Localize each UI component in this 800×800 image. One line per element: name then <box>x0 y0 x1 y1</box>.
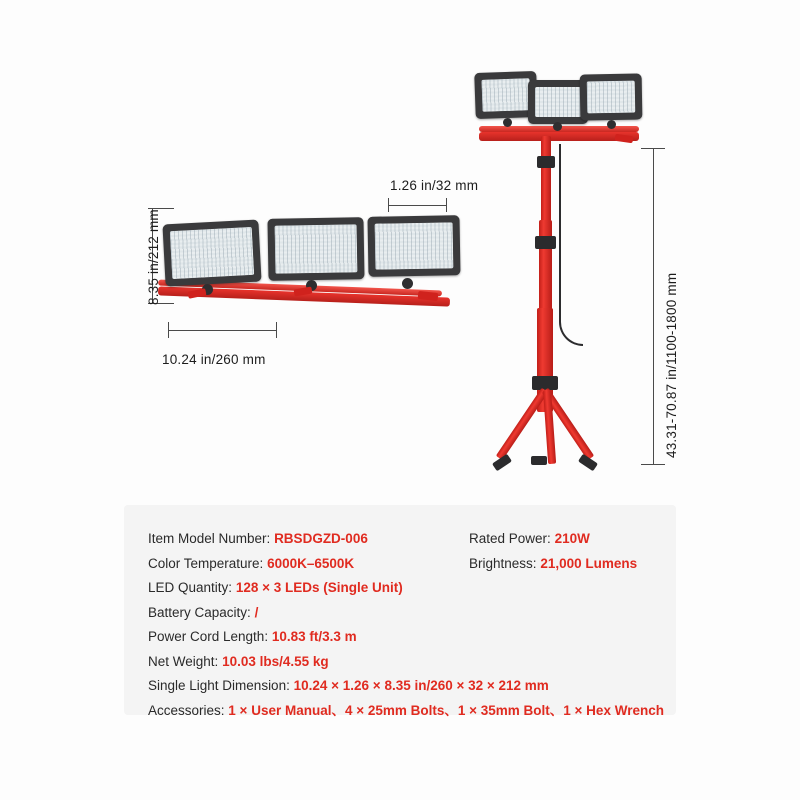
spec-label: Accessories: <box>148 702 225 718</box>
tripod-foot-center <box>531 456 547 465</box>
stand-led-glass-left <box>481 78 530 112</box>
led-glass-left <box>170 227 254 279</box>
telescoping-pole-upper <box>541 136 551 222</box>
spec-label: Brightness: <box>469 555 537 571</box>
depth-guide-tick-right <box>446 198 447 212</box>
stand-hinge-left <box>503 118 512 127</box>
depth-dimension-label: 1.26 in/32 mm <box>390 178 479 193</box>
spec-label: Rated Power: <box>469 531 551 546</box>
spec-label: Power Cord Length: <box>148 629 269 644</box>
spec-value: 1 × User Manual、4 × 25mm Bolts、1 × 35mm Bolt、1 × Hex Wrench <box>228 702 664 718</box>
spec-value: 128 × 3 LEDs (Single Unit) <box>235 580 403 595</box>
spec-value: 6000K–6500K <box>267 555 355 571</box>
pole-clamp-lower <box>532 376 558 390</box>
led-glass-right <box>375 222 454 269</box>
stand-hinge-middle <box>553 122 562 131</box>
spec-value: 10.83 ft/3.3 m <box>271 629 357 644</box>
spec-row <box>148 674 664 699</box>
power-cord <box>559 144 583 346</box>
width-guide-line <box>168 330 276 331</box>
spec-label: Battery Capacity: <box>148 604 251 620</box>
telescoping-pole-middle <box>539 220 552 310</box>
spec-row <box>469 552 637 577</box>
tripod-foot-right <box>492 454 512 472</box>
spec-row <box>148 650 664 675</box>
spec-label: Color Temperature: <box>148 555 264 571</box>
tripod-stand-illustration <box>465 60 655 470</box>
spec-label: Net Weight: <box>148 653 219 669</box>
spec-row <box>148 601 664 626</box>
spec-row <box>148 699 664 724</box>
pole-clamp-upper <box>537 156 555 168</box>
lamp-panel-middle <box>267 217 364 281</box>
stand-height-dimension-label: 43.31-70.87 in/1100-1800 mm <box>664 272 679 458</box>
spec-label: Item Model Number: <box>148 531 271 546</box>
spec-value: 21,000 Lumens <box>540 555 638 571</box>
stand-led-glass-right <box>587 81 636 114</box>
lamp-panel-right <box>367 215 460 277</box>
stand-height-tick-bottom <box>641 464 665 465</box>
spec-label: LED Quantity: <box>148 580 233 595</box>
depth-guide-line <box>388 205 446 206</box>
stand-height-guide-line <box>653 148 654 464</box>
stand-hinge-right <box>607 120 616 129</box>
spec-label: Single Light Dimension: <box>148 678 290 693</box>
depth-guide-tick-left <box>388 198 389 212</box>
stand-led-glass-middle <box>535 87 581 117</box>
left-width-dimension-label: 10.24 in/260 mm <box>162 352 266 367</box>
spec-value: 210W <box>554 531 590 546</box>
triple-lamp-head-illustration <box>150 200 460 340</box>
tripod-leg-left <box>496 388 548 460</box>
spec-value: RBSDGZD-006 <box>274 531 368 546</box>
pole-clamp-middle <box>535 236 556 249</box>
spec-row <box>148 625 664 650</box>
spec-row <box>469 527 637 552</box>
tripod-foot-left <box>578 454 598 472</box>
spec-value: 10.03 lbs/4.55 kg <box>222 653 329 669</box>
stand-height-tick-top <box>641 148 665 149</box>
specification-card <box>124 505 676 718</box>
spec-value: 10.24 × 1.26 × 8.35 in/260 × 32 × 212 mm <box>293 678 549 693</box>
width-guide-tick-right <box>276 322 277 338</box>
stand-lamp-panel-right <box>580 73 643 120</box>
width-guide-tick-left <box>168 322 169 338</box>
led-glass-middle <box>275 224 358 273</box>
stand-knob-cap-right <box>615 134 634 143</box>
spec-right-column <box>469 527 637 576</box>
lamp-panel-left <box>162 220 261 287</box>
left-height-dimension-label: 8.35 in/212 mm <box>146 209 161 305</box>
spec-row <box>148 576 664 601</box>
lamp-hinge-right <box>402 278 413 289</box>
spec-value: / <box>254 604 259 620</box>
